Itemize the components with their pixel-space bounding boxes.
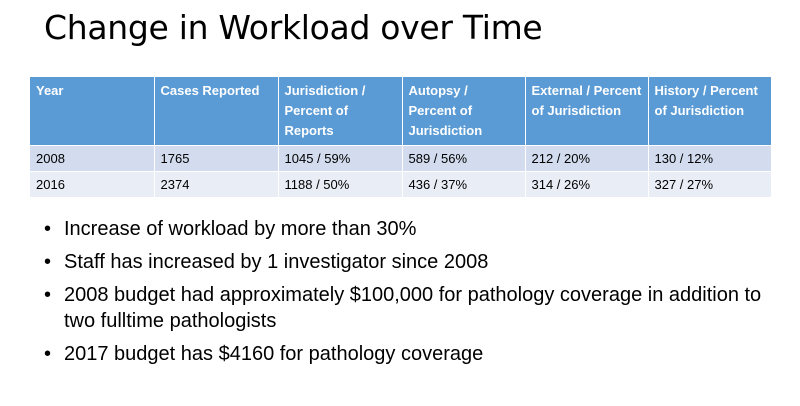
bullet-item [44,249,784,275]
table-cell: 130 / 12% [648,146,771,172]
bullet-list [44,216,784,374]
table-cell: 436 / 37% [402,172,525,198]
table-cell: 327 / 27% [648,172,771,198]
bullet-text: 2008 budget had approximately $100,000 for pathology coverage in addition to two fulltime pathologists [64,284,762,332]
table-cell: 1765 [154,146,278,172]
bullet-item [44,282,784,334]
bullet-item [44,216,784,242]
bullet-dot-icon: • [44,343,52,365]
bullet-text: 2017 budget has $4160 for pathology coverage [64,343,484,365]
header-jurisdiction: Jurisdiction / Percent of Reports [278,77,402,146]
bullet-item [44,341,784,367]
workload-table [30,77,771,197]
bullet-dot-icon: • [44,284,52,306]
table-cell: 212 / 20% [525,146,648,172]
table-cell: 314 / 26% [525,172,648,198]
slide-title: Change in Workload over Time [44,8,543,47]
table-cell: 589 / 56% [402,146,525,172]
header-history: History / Percent of Jurisdiction [648,77,771,146]
table-cell: 1045 / 59% [278,146,402,172]
table-cell: 2374 [154,172,278,198]
header-external: External / Percent of Jurisdiction [525,77,648,146]
table-row [30,172,771,198]
header-autopsy: Autopsy / Percent of Jurisdiction [402,77,525,146]
table-cell: 2008 [30,146,154,172]
header-year: Year [30,77,154,146]
bullet-dot-icon: • [44,218,52,240]
bullet-text: Staff has increased by 1 investigator since 2008 [64,251,489,273]
table-row [30,146,771,172]
bullet-dot-icon: • [44,251,52,273]
header-cases-reported: Cases Reported [154,77,278,146]
table-cell: 1188 / 50% [278,172,402,198]
table-header-row [30,77,771,146]
bullet-text: Increase of workload by more than 30% [64,218,417,240]
table-cell: 2016 [30,172,154,198]
